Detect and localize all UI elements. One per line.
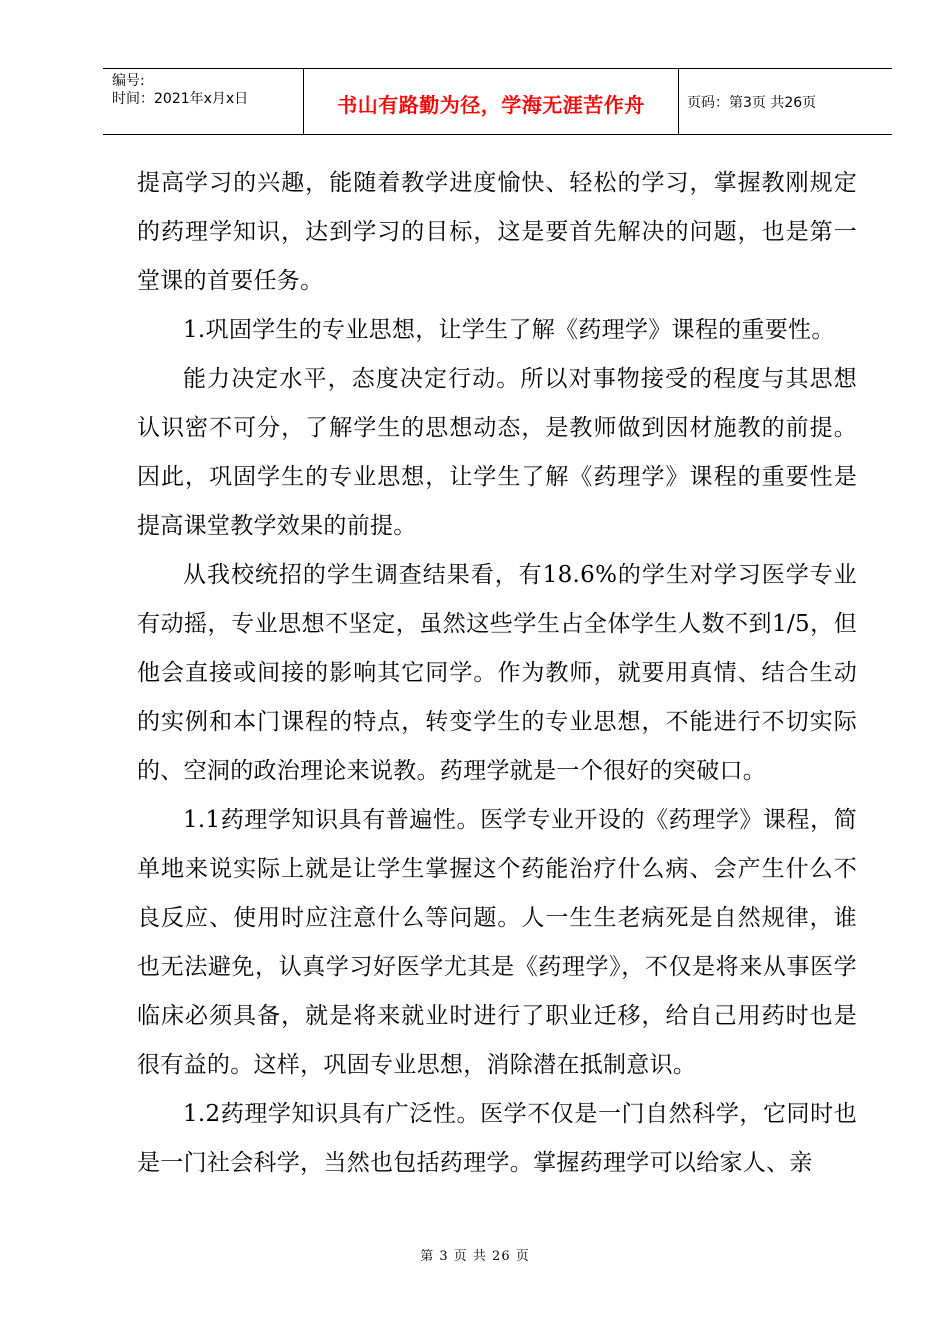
page-header — [103, 68, 892, 135]
header-page-code: 页码：第3页 共26页 — [687, 94, 817, 111]
header-page-cell — [679, 69, 892, 134]
body-paragraph: 1.1药理学知识具有普遍性。医学专业开设的《药理学》课程，简单地来说实际上就是让学生掌握这个药能治疗什么病、会产生什么不良反应、使用时应注意什么等问题。人一生生老病死是自然规律，谁也无法避免，认真学习好医学尤其是《药理学》，不仅是将来从事医学临床必须具备，就是将来就业时进行了职业迁移，给自己用药时也是很有益的。这样，巩固专业思想，消除潜在抵制意识。 — [137, 807, 857, 1078]
body-paragraph: 1.巩固学生的专业思想，让学生了解《药理学》课程的重要性。 — [183, 317, 835, 343]
document-time-label: 时间：2021年x月x日 — [112, 91, 249, 107]
body-paragraph: 1.2药理学知识具有广泛性。医学不仅是一门自然科学，它同时也是一门社会科学，当然也包括药理学。掌握药理学可以给家人、亲 — [137, 1101, 857, 1176]
body-paragraph: 提高学习的兴趣，能随着教学进度愉快、轻松的学习，掌握教刚规定的药理学知识，达到学习的目标，这是要首先解决的问题，也是第一堂课的首要任务。 — [137, 170, 857, 294]
header-motto: 书山有路勤为径，学海无涯苦作舟 — [337, 93, 645, 117]
page-footer: 第 3 页 共 26 页 — [420, 1249, 530, 1264]
header-meta-cell — [103, 69, 304, 134]
body-paragraph: 从我校统招的学生调查结果看，有18.6%的学生对学习医学专业有动摇，专业思想不坚定，虽然这些学生占全体学生人数不到1/5，但他会直接或间接的影响其它同学。作为教师，就要用真情、结合生动的实例和本门课程的特点，转变学生的专业思想，不能进行不切实际的、空洞的政治理论来说教。药理学就是一个很好的突破口。 — [137, 562, 857, 784]
header-motto-cell — [304, 69, 679, 134]
document-body — [137, 159, 857, 1188]
document-number-label: 编号: — [112, 73, 145, 89]
body-paragraph: 能力决定水平，态度决定行动。所以对事物接受的程度与其思想认识密不可分，了解学生的思想动态，是教师做到因材施教的前提。因此，巩固学生的专业思想，让学生了解《药理学》课程的重要性是提高课堂教学效果的前提。 — [137, 366, 857, 539]
